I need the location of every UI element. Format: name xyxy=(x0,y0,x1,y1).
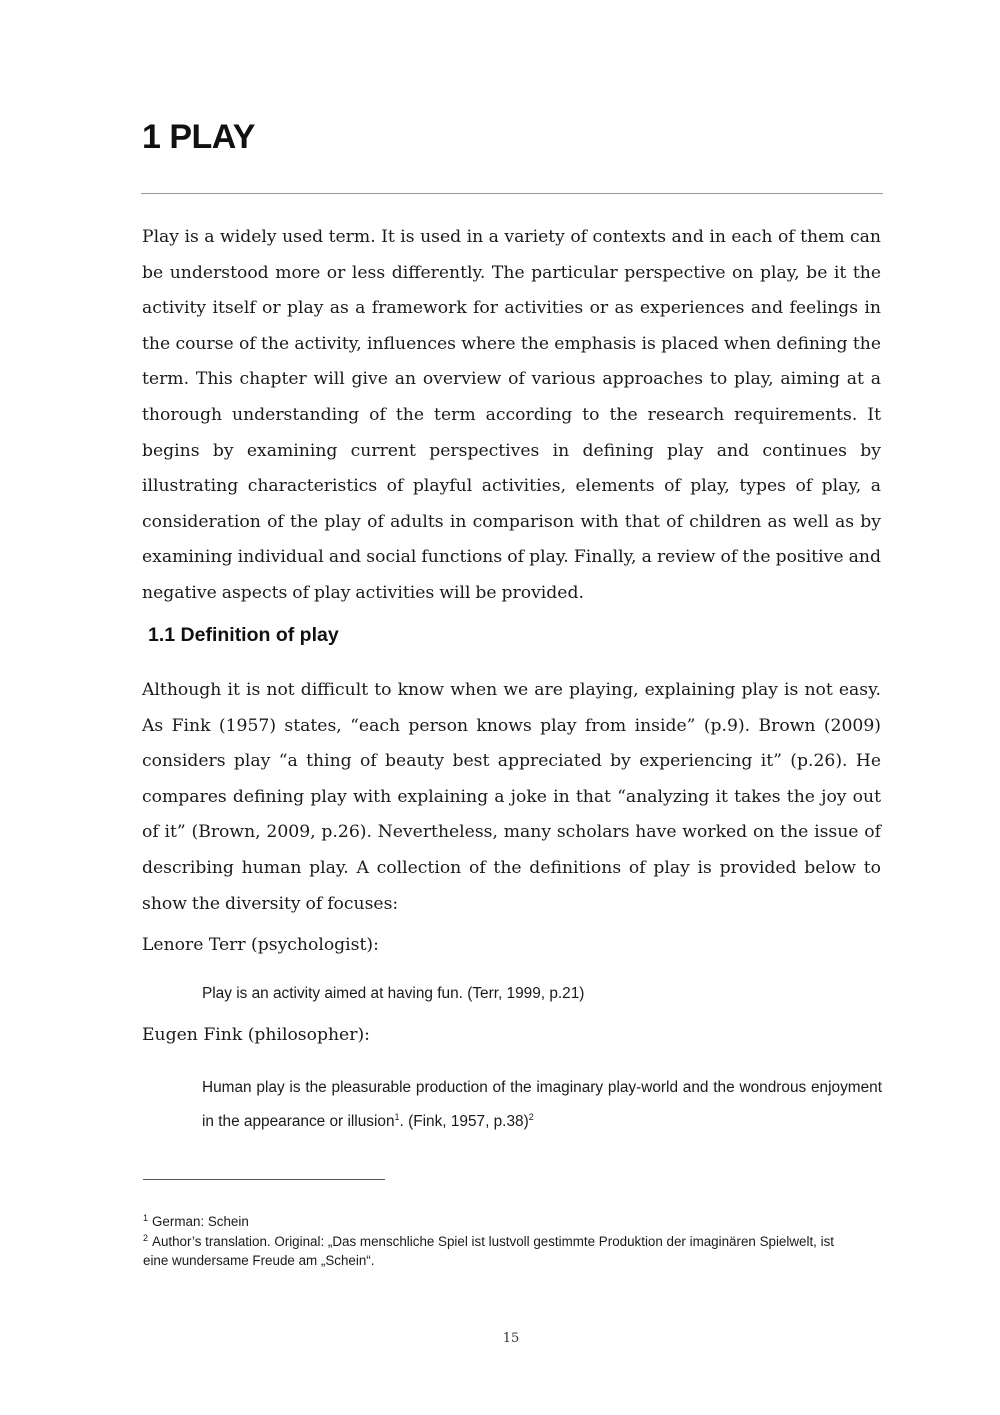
footnote-ref-2[interactable]: 2 xyxy=(528,1111,534,1122)
definition-author-fink: Eugen Fink (philosopher): xyxy=(142,1025,370,1045)
footnote-text: Author’s translation. Original: „Das menschliche Spiel ist lustvoll gestimmte Produktion der imaginären Spielwelt, ist eine wundersame Freude am „Schein“. xyxy=(143,1234,834,1268)
chapter-title: 1 PLAY xyxy=(142,118,255,156)
footnote-divider xyxy=(143,1179,385,1180)
footnote-mark: 1 xyxy=(143,1212,149,1223)
footnote-mark: 2 xyxy=(143,1232,149,1243)
footnote-2 xyxy=(143,1233,843,1270)
definition-quote-fink xyxy=(202,1071,882,1139)
title-divider xyxy=(141,193,883,194)
definition-quote-terr: Play is an activity aimed at having fun. (Terr, 1999, p.21) xyxy=(202,985,585,1002)
intro-paragraph: Play is a widely used term. It is used in a variety of contexts and in each of them can be understood more or less differently. The particular perspective on play, be it the activity itself or play as a framework for activities or as experiences and feelings in the course of the activity, influences where the emphasis is placed when defining the term. This chapter will give an overview of various approaches to play, aiming at a thorough understanding of the term according to the research requirements. It begins by examining current perspectives in defining play and continues by illustrating characteristics of playful activities, elements of play, types of play, a consideration of the play of adults in comparison with that of children as well as by examining individual and social functions of play. Finally, a review of the positive and negative aspects of play activities will be provided. xyxy=(142,227,881,603)
definition-paragraph: Although it is not difficult to know when we are playing, explaining play is not easy. As Fink (1957) states, “each person knows play from inside” (p.9). Brown (2009) considers play “a thing of beauty best appreciated by experiencing it” (p.26). He compares defining play with explaining a joke in that “analyzing it takes the joy out of it” (Brown, 2009, p.26). Nevertheless, many scholars have worked on the issue of describing human play. A collection of the definitions of play is provided below to show the diversity of focuses: xyxy=(142,680,881,914)
definition-author-terr: Lenore Terr (psychologist): xyxy=(142,935,379,955)
section-heading: 1.1 Definition of play xyxy=(148,624,339,646)
footnote-text: German: Schein xyxy=(152,1214,249,1229)
footnote-ref-1[interactable]: 1 xyxy=(394,1111,400,1122)
quote-text: Human play is the pleasurable production of the imaginary play-world and the wondrous enjoyment in the appearance or illusion xyxy=(202,1079,882,1130)
footnote-1 xyxy=(143,1213,843,1232)
quote-citation: . (Fink, 1957, p.38) xyxy=(399,1113,529,1130)
page-number: 15 xyxy=(502,1331,520,1346)
